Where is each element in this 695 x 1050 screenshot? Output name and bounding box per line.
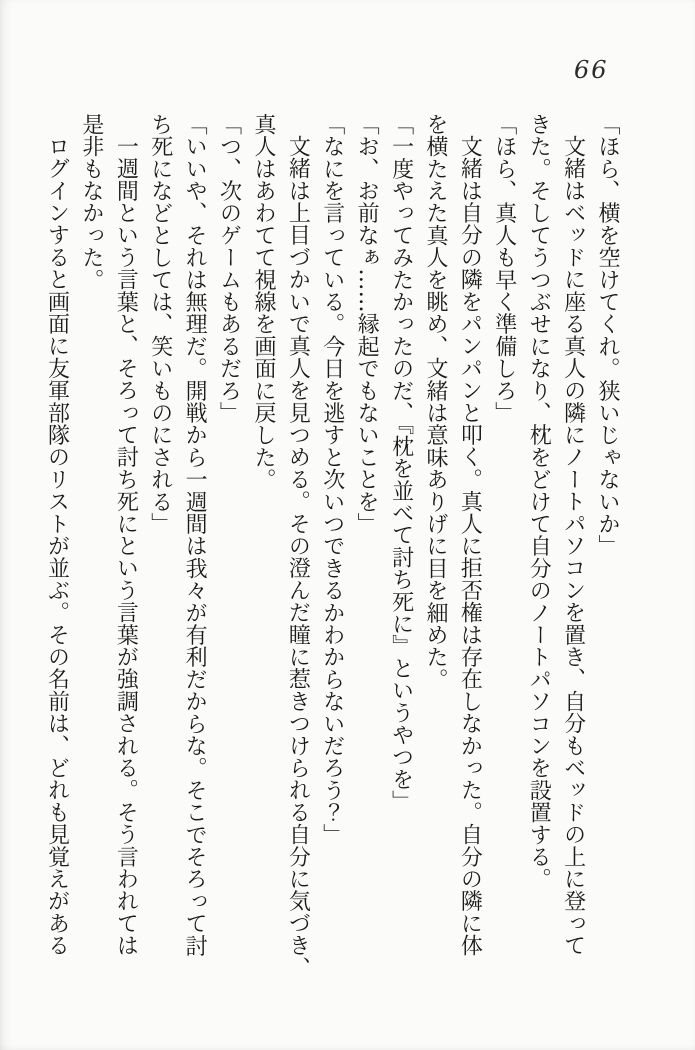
text-line: 一週間という言葉と、そろって討ち死にという言葉が強調される。そう言われては: [113, 135, 139, 957]
text-line: 文緒は自分の隣をパンパンと叩く。真人に拒否権は存在しなかった。自分の隣に体: [457, 135, 483, 957]
text-line: 「なにを言っている。今日を逃すと次いつできるかわからないだろう？」: [319, 113, 345, 846]
text-line: 「一度やってみたかったのだ、『枕を並べて討ち死に』というやつを」: [388, 113, 414, 813]
text-line: 「つ、次のゲームもあるだろ」: [216, 113, 242, 424]
text-line: きた。そしてうつぶせになり、枕をどけて自分のノートパソコンを設置する。: [526, 113, 552, 890]
text-line: 「いいや、それは無理だ。開戦から一週間は我々が有利だからな。そこでそろって討: [182, 113, 208, 957]
text-line: 文緒は上目づかいで真人を見つめる。その澄んだ瞳に惹きつけられる自分に気づき、: [285, 135, 311, 979]
text-line: 「お、お前なぁ……縁起でもないことを」: [354, 113, 380, 535]
body-text: [39, 113, 624, 985]
text-line: ログインすると画面に友軍部隊のリストが並ぶ。その名前は、どれも見覚えがある: [44, 135, 70, 957]
text-line: ち死になどとしては、笑いものにされる」: [147, 113, 173, 535]
text-line: 「ほら、真人も早く準備しろ」: [491, 113, 517, 424]
text-line: 是非もなかった。: [78, 113, 104, 291]
text-line: 真人はあわてて視線を画面に戻した。: [250, 113, 276, 491]
text-line: を横たえた真人を眺め、文緒は意味ありげに目を細めた。: [422, 113, 448, 691]
page-number: 66: [574, 56, 609, 84]
text-line: 文緒はベッドに座る真人の隣にノートパソコンを置き、自分もベッドの上に登って: [560, 135, 586, 957]
text-line: 「ほら、横を空けてくれ。狭いじゃないか」: [595, 113, 620, 557]
